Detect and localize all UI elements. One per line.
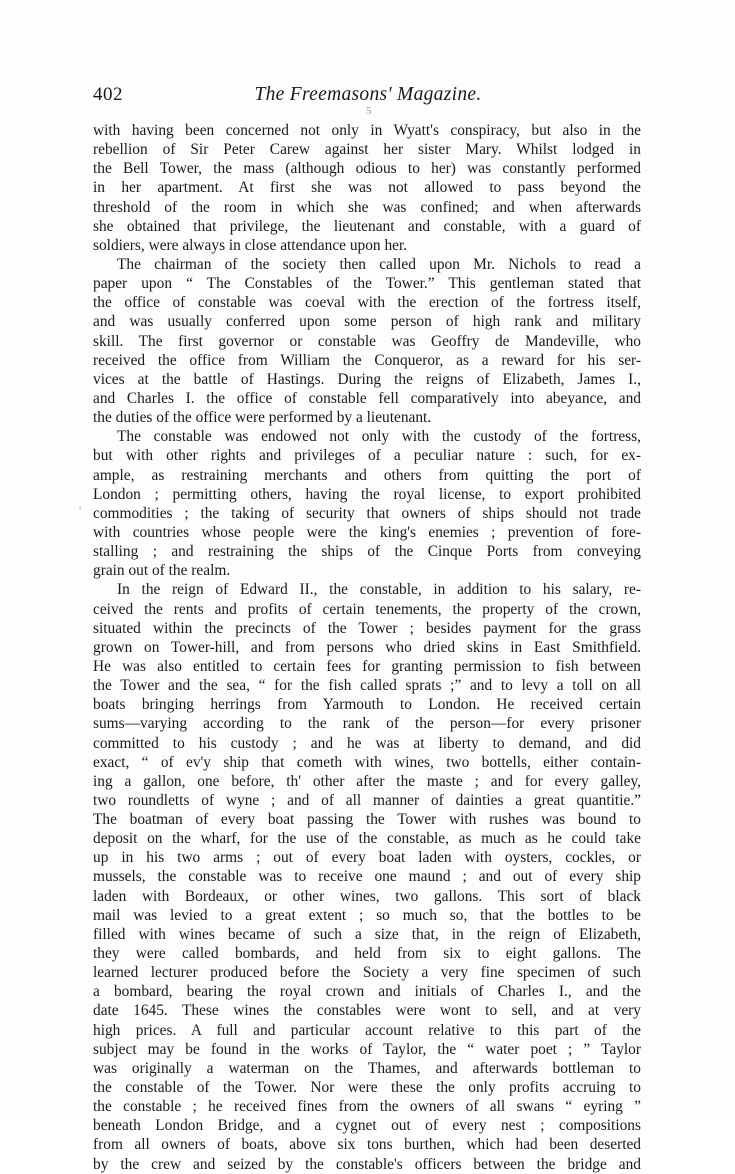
text-line: mussels, the constable was to receive one maund ; and out of every ship	[93, 868, 641, 886]
text-line: subject may be found in the works of Taylor, the “ water poet ; ” Taylor	[93, 1040, 641, 1058]
paragraph-start-line: In the reign of Edward II., the constable, in addition to his salary, re-	[117, 581, 641, 599]
text-line: was originally a waterman on the Thames, and afterwards bottleman to	[93, 1059, 641, 1077]
margin-mark: '	[79, 503, 82, 517]
text-line: up in his two arms ; out of every boat laden with oysters, cockles, or	[93, 849, 641, 867]
text-line: sums—varying according to the rank of the person—for every prisoner	[93, 715, 641, 733]
paragraph-start-line: The chairman of the society then called upon Mr. Nichols to read a	[117, 255, 641, 273]
text-line: the constable ; he received fines from the owners of all swans “ eyring ”	[93, 1098, 641, 1116]
text-line: the office of constable was coeval with the erection of the fortress itself,	[93, 294, 641, 312]
text-line: stalling ; and restraining the ships of the Cinque Ports from conveying	[93, 543, 641, 561]
text-line: with having been concerned not only in Wyatt's conspiracy, but also in the	[93, 122, 641, 139]
text-line: rebellion of Sir Peter Carew against her sister Mary. Whilst lodged in	[93, 141, 641, 159]
text-line: from all owners of boats, above six tons burthen, which had been deserted	[93, 1136, 641, 1154]
text-line: a bombard, bearing the royal crown and initials of Charles I., and the	[93, 983, 641, 1001]
text-line: but with other rights and privileges of a peculiar nature : such, for ex-	[93, 447, 641, 465]
text-line: the duties of the office were performed by a lieutenant.	[93, 409, 432, 427]
text-line: filled with wines became of such a size that, in the reign of Elizabeth,	[93, 925, 641, 943]
text-line: the constable of the Tower. Nor were these the only profits accruing to	[93, 1079, 641, 1097]
text-line: ample, as restraining merchants and others from quitting the port of	[93, 466, 641, 484]
text-line: she obtained that privilege, the lieutenant and constable, with a guard of	[93, 217, 641, 235]
paragraph-start-line: The constable was endowed not only with the custody of the fortress,	[117, 428, 641, 446]
text-line: laden with Bordeaux, or other wines, two gallons. This sort of black	[93, 887, 641, 905]
text-line: soldiers, were always in close attendance upon her.	[93, 236, 408, 254]
text-line: skill. The first governor or constable was Geoffry de Mandeville, who	[93, 332, 641, 350]
text-line: boats bringing herrings from Yarmouth to London. He received certain	[93, 696, 641, 714]
text-line: ceived the rents and profits of certain tenements, the property of the crown,	[93, 600, 641, 618]
text-line: exact, “ of ev'y ship that cometh with wines, two bottells, either contain-	[93, 753, 641, 771]
text-line: high prices. A full and particular account relative to this part of the	[93, 1021, 641, 1039]
text-line: deposit on the wharf, for the use of the constable, as much as he could take	[93, 830, 641, 848]
text-line: beneath London Bridge, and a cygnet out of every nest ; compositions	[93, 1117, 641, 1135]
text-line: ing a gallon, one before, th' other after the maste ; and for every galley,	[93, 772, 641, 790]
text-line: vices at the battle of Hastings. During the reigns of Elizabeth, James I.,	[93, 370, 641, 388]
text-line: by the crew and seized by the constable's officers between the bridge and	[93, 1155, 641, 1173]
text-line: the Tower and the sea, “ for the fish called sprats ;” and to levy a toll on all	[93, 677, 641, 695]
text-line: grain out of the realm.	[93, 562, 231, 580]
article-body	[93, 121, 641, 1174]
text-line: commodities ; the taking of security that owners of ships should not trade	[93, 504, 641, 522]
text-line: the Bell Tower, the mass (although odious to her) was constantly performed	[93, 160, 641, 178]
text-line: two roundletts of wyne ; and of all manner of dainties a great quantitie.”	[93, 791, 641, 809]
page-mark: 5	[366, 105, 372, 117]
text-line: in her apartment. At first she was not allowed to pass beyond the	[93, 179, 641, 197]
text-line: learned lecturer produced before the Society a very fine specimen of such	[93, 964, 641, 982]
text-line: paper upon “ The Constables of the Tower.” This gentleman stated that	[93, 275, 641, 293]
text-line: and Charles I. the office of constable fell comparatively into abeyance, and	[93, 389, 641, 407]
text-line: and was usually conferred upon some person of high rank and military	[93, 313, 641, 331]
text-line: The boatman of every boat passing the Tower with rushes was bound to	[93, 811, 641, 829]
text-line: grown on Tower-hill, and from persons who dried skins in East Smithfield.	[93, 638, 641, 656]
text-line: London ; permitting others, having the royal license, to export prohibited	[93, 485, 641, 503]
text-line: threshold of the room in which she was confined; and when afterwards	[93, 198, 641, 216]
text-line: received the office from William the Conqueror, as a reward for his ser-	[93, 351, 641, 369]
text-line: they were called bombards, and held from six to eight gallons. The	[93, 945, 641, 963]
text-line: He was also entitled to certain fees for granting permission to fish between	[93, 657, 641, 675]
page-number: 402	[93, 84, 123, 105]
text-line: with countries whose people were the king's enemies ; prevention of fore-	[93, 523, 641, 541]
running-title: The Freemasons' Magazine.	[254, 84, 482, 105]
text-line: date 1645. These wines the constables were wont to sell, and at very	[93, 1002, 641, 1020]
text-line: situated within the precincts of the Tower ; besides payment for the grass	[93, 619, 641, 637]
text-line: committed to his custody ; and he was at liberty to demand, and did	[93, 734, 641, 752]
text-line: mail was levied to a great extent ; so much so, that the bottles to be	[93, 906, 641, 924]
